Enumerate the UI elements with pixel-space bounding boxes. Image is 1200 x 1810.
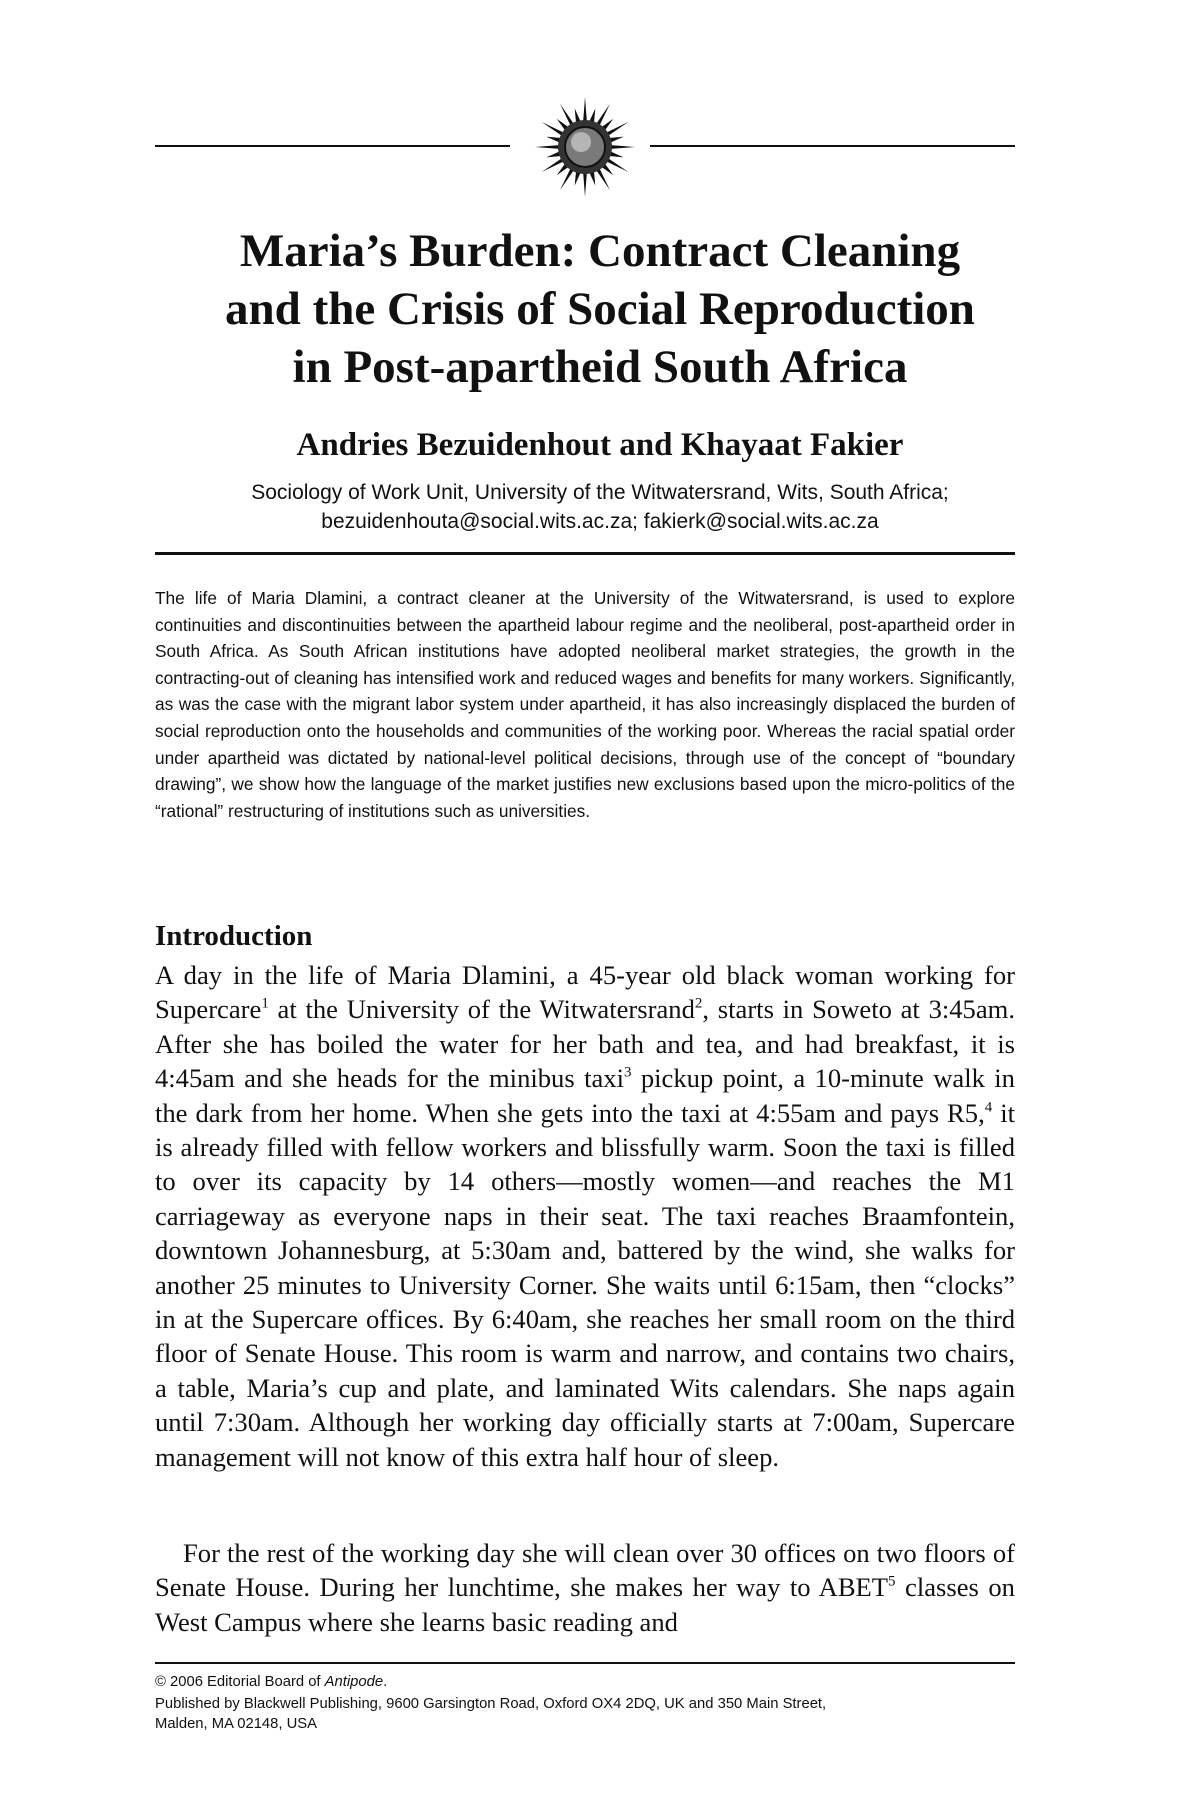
- body-paragraph: [155, 958, 1015, 1474]
- sun-ray: [546, 151, 560, 157]
- sun-ray: [583, 97, 587, 121]
- sun-ray: [560, 104, 574, 126]
- author-names: Andries Bezuidenhout and Khayaat Fakier: [296, 427, 904, 463]
- copyright-text: © 2006 Editorial Board of: [155, 1674, 325, 1690]
- paragraph-text: classes on West Campus where she learns basic reading and: [155, 1572, 1015, 1637]
- sun-ray: [535, 145, 559, 149]
- sun-ray: [575, 108, 581, 122]
- sun-emblem-icon: [530, 92, 640, 202]
- footnote-marker: 4: [984, 1099, 993, 1116]
- publisher-line: Published by Blackwell Publishing, 9600 Garsington Road, Oxford OX4 2DQ, UK and 350 Main Street,: [155, 1696, 827, 1712]
- sun-ray: [542, 158, 564, 172]
- footnote-marker: 1: [261, 995, 269, 1012]
- journal-name: Antipode: [324, 1674, 384, 1690]
- section-heading: Introduction: [155, 920, 313, 952]
- copyright-text: .: [383, 1674, 388, 1690]
- sun-ray: [546, 137, 560, 143]
- copyright-line: [155, 1672, 1015, 1692]
- paragraph-text: it is already filled with fellow workers and blissfully warm. Soon the taxi is filled to over its capacity by 14 others—mostly women—and reaches the M1 carriageway as everyone naps in their seat. The taxi reaches Braamfontein, downtown Johannesburg, at 5:30am and, battered by the wind, she walks for another 25 minutes to University Corner. She waits until 6:15am, then “clocks” in at the Supercare offices. By 6:40am, she reaches her small room on the third floor of Senate House. This room is warm and narrow, and contains two chairs, a table, Maria’s cup and plate, and laminated Wits calendars. She naps again until 7:30am. Although her working day officially starts at 7:00am, Supercare management will not know of this extra half hour of sleep.: [155, 1097, 1015, 1472]
- sun-ray: [589, 171, 595, 185]
- footnote-marker: 3: [623, 1064, 632, 1081]
- paragraph-text: at the University of the Witwatersrand: [268, 994, 695, 1025]
- ornament-rule-right: [650, 145, 1015, 147]
- sun-ray: [596, 104, 610, 126]
- sun-ray: [609, 137, 623, 143]
- body-paragraph: [155, 1536, 1015, 1639]
- title-line: and the Crisis of Social Reproduction: [225, 283, 975, 335]
- author-affiliation: [120, 478, 1080, 536]
- abstract-divider: [155, 552, 1015, 555]
- paragraph-text: , starts in Soweto at 3:45am. After she has boiled the water for her bath and tea, and had breakfast, it is 4:45am and she heads for the minibus taxi: [155, 994, 1015, 1094]
- sun-ray: [589, 108, 595, 122]
- sun-ray: [560, 169, 574, 191]
- header-ornament: [155, 92, 1015, 202]
- title-line: in Post-apartheid South Africa: [292, 341, 908, 393]
- sun-ray: [607, 158, 629, 172]
- publisher-line: Malden, MA 02148, USA: [155, 1716, 318, 1732]
- paragraph-text: A day in the life of Maria Dlamini, a 45-year old black woman working for Supercare: [155, 960, 1015, 1025]
- sun-ray: [596, 169, 610, 191]
- footnote-marker: 2: [694, 995, 703, 1012]
- footnote-marker: 5: [888, 1573, 896, 1590]
- ornament-rule-left: [155, 145, 510, 147]
- affiliation-line: Sociology of Work Unit, University of the Witwatersrand, Wits, South Africa;: [251, 481, 949, 504]
- abstract: The life of Maria Dlamini, a contract cleaner at the University of the Witwatersrand, is used to explore continuities and discontinuities between the apartheid labour regime and the neoliberal, post-apartheid order in South Africa. As South African institutions have adopted neoliberal market strategies, the growth in the contracting-out of cleaning has intensified work and reduced wages and benefits for many workers. Significantly, as was the case with the migrant labor system under apartheid, it has also increasingly displaced the burden of social reproduction onto the households and communities of the working poor. Whereas the racial spatial order under apartheid was dictated by national-level political decisions, through use of the concept of “boundary drawing”, we show how the language of the market justifies new exclusions based upon the micro-politics of the “rational” restructuring of institutions such as universities.: [155, 588, 1015, 821]
- paragraph-text: For the rest of the working day she will clean over 30 offices on two floors of Senate House. During her lunchtime, she makes her way to ABET: [155, 1538, 1015, 1603]
- sun-ray: [609, 151, 623, 157]
- sun-ray: [611, 145, 635, 149]
- title-line: Maria’s Burden: Contract Cleaning: [239, 225, 961, 277]
- paragraph-text: pickup point, a 10-minute walk in the dark from her home. When she gets into the taxi at 4:55am and pays R5,: [155, 1063, 1015, 1128]
- sun-ray: [607, 122, 629, 136]
- sun-ray: [542, 122, 564, 136]
- sun-ray: [583, 173, 587, 197]
- affiliation-emails: bezuidenhouta@social.wits.ac.za; fakierk@social.wits.ac.za: [321, 510, 879, 533]
- footer-divider: [155, 1662, 1015, 1664]
- page-footer: [155, 1672, 1015, 1734]
- paper-title: [120, 222, 1080, 396]
- sun-ray: [575, 171, 581, 185]
